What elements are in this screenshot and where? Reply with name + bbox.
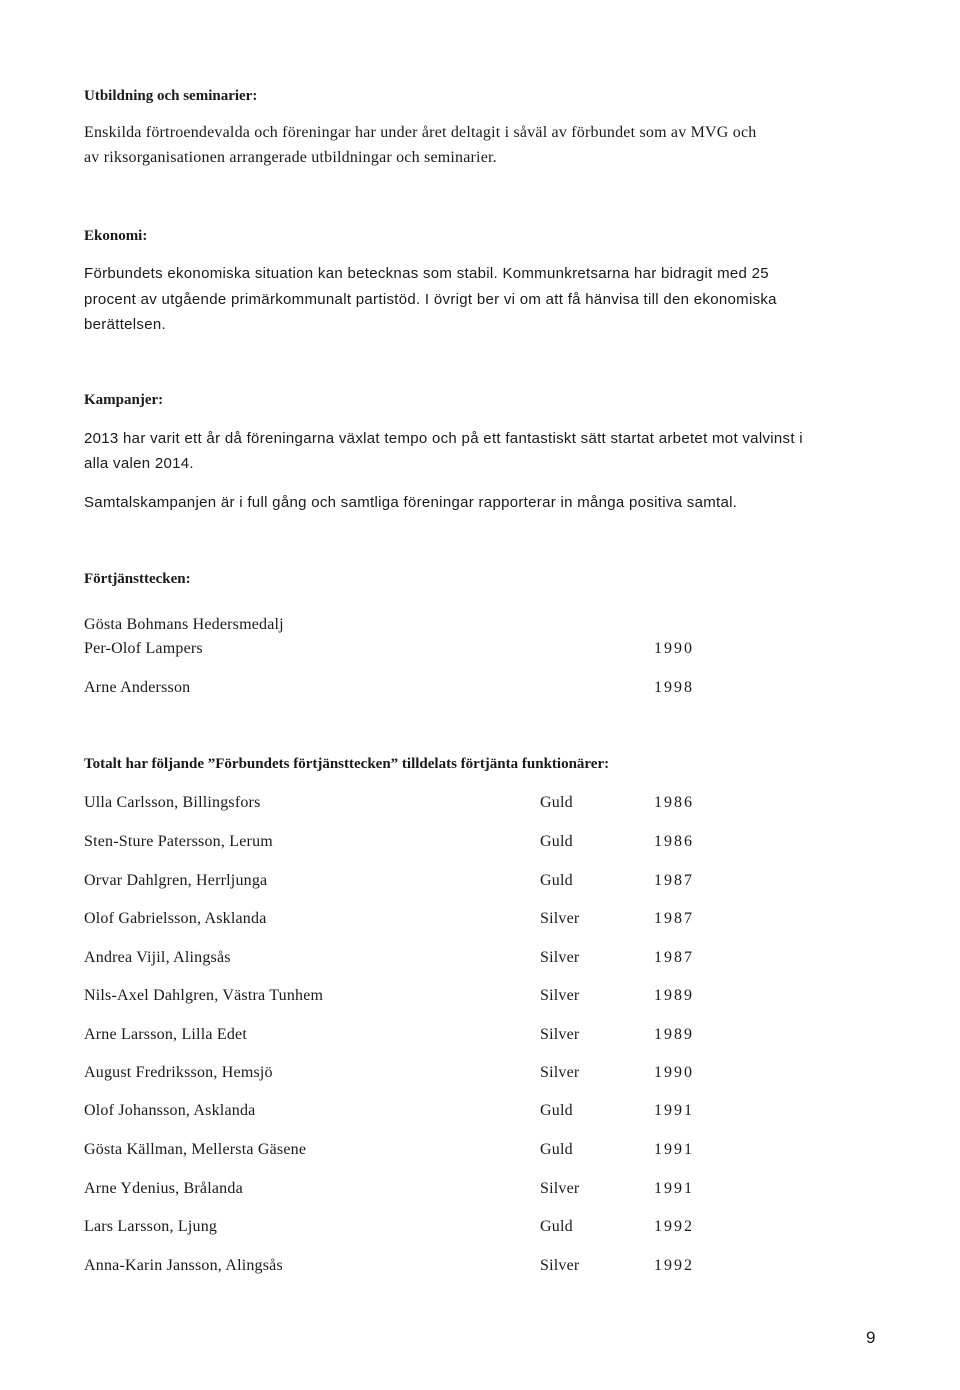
award-medal: Guld <box>540 1218 573 1235</box>
section-heading-fortjansttecken: Förtjänsttecken: <box>84 571 191 587</box>
award-year: 1986 <box>654 833 694 850</box>
paragraph-line: berättelsen. <box>84 316 166 333</box>
section-heading-totalt: Totalt har följande ”Förbundets förtjänsttecken” tilldelats förtjänta funktionärer: <box>84 756 610 772</box>
award-name: Arne Ydenius, Brålanda <box>84 1180 243 1197</box>
paragraph-line: Enskilda förtroendevalda och föreningar har under året deltagit i såväl av förbundet som av MVG och <box>84 124 757 141</box>
award-year: 1990 <box>654 1064 694 1081</box>
section-heading-kampanjer: Kampanjer: <box>84 392 164 408</box>
award-row <box>84 1180 724 1202</box>
award-row <box>84 910 724 932</box>
award-name: Ulla Carlsson, Billingsfors <box>84 794 261 811</box>
section-heading-ekonomi: Ekonomi: <box>84 228 148 244</box>
award-name: Gösta Källman, Mellersta Gäsene <box>84 1141 307 1158</box>
award-row <box>84 833 724 855</box>
award-year: 1987 <box>654 910 694 927</box>
award-name: Orvar Dahlgren, Herrljunga <box>84 872 268 889</box>
award-row <box>84 987 724 1009</box>
page-number: 9 <box>866 1328 876 1347</box>
award-year: 1989 <box>654 987 694 1004</box>
award-row <box>84 1218 724 1240</box>
award-year: 1989 <box>654 1026 694 1043</box>
award-medal: Silver <box>540 1064 580 1081</box>
award-name: Sten-Sture Patersson, Lerum <box>84 833 273 850</box>
award-row <box>84 1026 724 1048</box>
award-name: Lars Larsson, Ljung <box>84 1218 218 1235</box>
award-year: 1991 <box>654 1180 694 1197</box>
award-medal: Guld <box>540 1102 573 1119</box>
medal-recipient-row <box>84 679 724 701</box>
award-medal: Guld <box>540 794 573 811</box>
award-name: Olof Johansson, Asklanda <box>84 1102 256 1119</box>
paragraph-line: procent av utgående primärkommunalt partistöd. I övrigt ber vi om att få hänvisa till den ekonomiska <box>84 291 777 308</box>
award-year: 1987 <box>654 872 694 889</box>
award-row <box>84 1102 724 1124</box>
award-medal: Guld <box>540 1141 573 1158</box>
medal-recipient-row <box>84 640 724 662</box>
award-name: August Fredriksson, Hemsjö <box>84 1064 273 1081</box>
award-medal: Silver <box>540 910 580 927</box>
paragraph-line: alla valen 2014. <box>84 455 194 472</box>
award-year: 1987 <box>654 949 694 966</box>
section-heading-utbildning: Utbildning och seminarier: <box>84 88 258 104</box>
award-medal: Silver <box>540 1180 580 1197</box>
award-year: 1991 <box>654 1141 694 1158</box>
award-row <box>84 794 724 816</box>
paragraph-line: av riksorganisationen arrangerade utbildningar och seminarier. <box>84 149 497 166</box>
award-medal: Silver <box>540 1257 580 1274</box>
award-name: Anna-Karin Jansson, Alingsås <box>84 1257 283 1274</box>
award-medal: Silver <box>540 987 580 1004</box>
medal-title: Gösta Bohmans Hedersmedalj <box>84 616 284 633</box>
award-row <box>84 1141 724 1163</box>
award-name: Olof Gabrielsson, Asklanda <box>84 910 267 927</box>
award-medal: Guld <box>540 872 573 889</box>
award-medal: Silver <box>540 1026 580 1043</box>
award-year: 1992 <box>654 1218 694 1235</box>
recipient-year: 1990 <box>654 640 694 657</box>
award-year: 1992 <box>654 1257 694 1274</box>
paragraph-line: Samtalskampanjen är i full gång och samtliga föreningar rapporterar in många positiva samtal. <box>84 494 738 511</box>
award-medal: Guld <box>540 833 573 850</box>
award-medal: Silver <box>540 949 580 966</box>
award-row <box>84 949 724 971</box>
award-name: Arne Larsson, Lilla Edet <box>84 1026 247 1043</box>
award-row <box>84 1064 724 1086</box>
recipient-name: Arne Andersson <box>84 679 191 696</box>
award-name: Andrea Vijil, Alingsås <box>84 949 231 966</box>
award-row <box>84 872 724 894</box>
recipient-year: 1998 <box>654 679 694 696</box>
recipient-name: Per-Olof Lampers <box>84 640 203 657</box>
award-year: 1991 <box>654 1102 694 1119</box>
award-row <box>84 1257 724 1279</box>
award-year: 1986 <box>654 794 694 811</box>
award-name: Nils-Axel Dahlgren, Västra Tunhem <box>84 987 324 1004</box>
paragraph-line: Förbundets ekonomiska situation kan betecknas som stabil. Kommunkretsarna har bidragit med 25 <box>84 265 769 282</box>
paragraph-line: 2013 har varit ett år då föreningarna växlat tempo och på ett fantastiskt sätt startat arbetet mot valvinst i <box>84 430 803 447</box>
